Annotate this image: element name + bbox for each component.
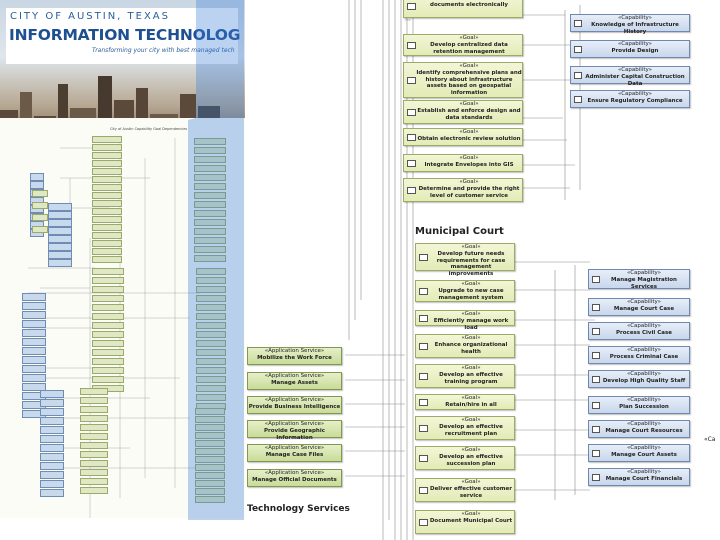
thumbnail-goal-box bbox=[80, 433, 108, 440]
capability-title: Provide Design bbox=[611, 48, 659, 54]
goal-box[interactable] bbox=[415, 446, 515, 470]
goal-box[interactable] bbox=[415, 243, 515, 277]
thumbnail-goal-box bbox=[80, 442, 108, 449]
capability-box[interactable] bbox=[588, 370, 690, 388]
goal-title: Integrate Envelopes into GIS bbox=[424, 162, 514, 168]
thumbnail-goal-box bbox=[92, 144, 122, 151]
application-service-title: Provide Geographic Information bbox=[264, 428, 325, 441]
goal-box[interactable] bbox=[415, 310, 515, 331]
thumbnail-goal-box bbox=[92, 152, 122, 159]
application-service-stereotype: «Application Service» bbox=[264, 397, 325, 403]
capability-icon bbox=[592, 276, 600, 283]
capability-stereotype: «Capability» bbox=[626, 270, 662, 276]
goal-stereotype: «Goal» bbox=[461, 479, 481, 485]
application-service-title: Provide Business Intelligence bbox=[248, 404, 341, 410]
goal-title: Enhance organizational health bbox=[434, 342, 508, 355]
capability-title: Manage Court Assets bbox=[611, 452, 677, 458]
capability-box[interactable] bbox=[588, 346, 690, 364]
thumbnail-capability-box bbox=[48, 219, 72, 227]
application-service-stereotype: «Application Service» bbox=[264, 348, 325, 354]
capability-box[interactable] bbox=[570, 40, 690, 58]
thumbnail-capability-box bbox=[40, 462, 64, 470]
goal-box[interactable] bbox=[403, 178, 523, 202]
capability-stereotype: «Capability» bbox=[626, 299, 662, 305]
goal-title: Develop future needs requirements for case management improvements bbox=[436, 251, 506, 277]
goal-stereotype: «Goal» bbox=[459, 179, 479, 185]
capability-title: Ensure Regulatory Compliance bbox=[587, 98, 683, 104]
thumbnail-goal-box bbox=[92, 322, 124, 329]
capability-title: Knowledge of Infrastructure History bbox=[591, 22, 679, 35]
goal-box[interactable] bbox=[403, 0, 523, 18]
goal-title: Develop an effective succession plan bbox=[439, 454, 503, 467]
thumbnail-goal-box bbox=[92, 168, 122, 175]
goal-icon bbox=[419, 399, 428, 406]
goal-icon bbox=[407, 160, 416, 167]
capability-icon bbox=[574, 46, 582, 53]
capability-stereotype: «Capability» bbox=[626, 445, 662, 451]
capability-icon bbox=[592, 426, 600, 433]
thumbnail-capability-box bbox=[22, 329, 46, 337]
goal-icon bbox=[419, 487, 428, 494]
thumbnail-capability-box bbox=[30, 181, 44, 189]
capability-icon bbox=[574, 96, 582, 103]
edge-label: «Ca bbox=[704, 436, 716, 443]
goal-title: Develop an effective recruitment plan bbox=[439, 424, 503, 437]
thumbnail-goal-box bbox=[32, 190, 48, 197]
application-service-box[interactable] bbox=[247, 347, 342, 365]
application-service-title: Manage Assets bbox=[271, 380, 318, 386]
thumbnail-goal-box bbox=[92, 268, 124, 275]
capability-stereotype: «Capability» bbox=[617, 67, 653, 73]
goal-title: Deliver effective customer service bbox=[430, 486, 512, 499]
thumbnail-capability-box bbox=[22, 356, 46, 364]
thumbnail-capability-box bbox=[22, 347, 46, 355]
thumbnail-capability-box bbox=[22, 338, 46, 346]
thumbnail-goal-box bbox=[92, 340, 124, 347]
capability-box[interactable] bbox=[588, 396, 690, 414]
thumbnail-goal-box bbox=[92, 232, 122, 239]
goal-box[interactable] bbox=[415, 364, 515, 388]
goal-title: Efficiently manage work load bbox=[433, 318, 509, 331]
goal-icon bbox=[419, 373, 428, 380]
thumbnail-capability-box bbox=[22, 293, 46, 301]
application-service-stereotype: «Application Service» bbox=[264, 470, 325, 476]
capability-title: Manage Magistration Services bbox=[611, 277, 677, 290]
thumbnail-goal-box bbox=[92, 136, 122, 143]
thumbnail-goal-box bbox=[92, 286, 124, 293]
capability-icon bbox=[592, 352, 600, 359]
thumbnail-goal-box bbox=[92, 176, 122, 183]
application-service-stereotype: «Application Service» bbox=[264, 421, 325, 427]
thumbnail-capability-box bbox=[40, 408, 64, 416]
goal-icon bbox=[419, 315, 428, 322]
thumbnail-title: City of Austin Capability Goal Dependencies bbox=[110, 127, 188, 131]
capability-icon bbox=[592, 474, 600, 481]
capability-box[interactable] bbox=[588, 468, 690, 486]
city-name: CITY OF AUSTIN, TEXAS bbox=[10, 11, 170, 22]
thumbnail-capability-box bbox=[22, 365, 46, 373]
capability-icon bbox=[592, 450, 600, 457]
thumbnail-goal-box bbox=[80, 487, 108, 494]
thumbnail-goal-box bbox=[80, 406, 108, 413]
capability-stereotype: «Capability» bbox=[617, 15, 653, 21]
capability-stereotype: «Capability» bbox=[626, 469, 662, 475]
goal-box[interactable] bbox=[403, 34, 523, 56]
goal-box[interactable] bbox=[403, 100, 523, 124]
thumbnail-goal-box bbox=[80, 460, 108, 467]
thumbnail-capability-box bbox=[40, 417, 64, 425]
capability-title: Administer Capital Construction Data bbox=[585, 74, 685, 87]
goal-title: Develop centralized data retention management bbox=[430, 42, 508, 55]
thumbnail-capability-box bbox=[48, 251, 72, 259]
goal-title: Develop an effective training program bbox=[439, 372, 503, 385]
capability-box[interactable] bbox=[588, 420, 690, 438]
capability-title: Process Civil Case bbox=[616, 330, 672, 336]
thumbnail-goal-box bbox=[92, 216, 122, 223]
application-service-box[interactable] bbox=[247, 420, 342, 441]
goal-title: Retain/hire in all bbox=[445, 402, 497, 408]
capability-box[interactable] bbox=[588, 444, 690, 462]
goal-stereotype: «Goal» bbox=[461, 244, 481, 250]
capability-box[interactable] bbox=[588, 298, 690, 316]
application-service-title: Manage Case Files bbox=[265, 452, 324, 458]
goal-title: Obtain electronic review solution bbox=[417, 136, 521, 142]
thumbnail-goal-box bbox=[92, 367, 124, 374]
capability-box[interactable] bbox=[588, 322, 690, 340]
goal-stereotype: «Goal» bbox=[461, 447, 481, 453]
thumbnail-goal-box bbox=[92, 313, 124, 320]
thumbnail-goal-box bbox=[32, 226, 48, 233]
goal-box[interactable] bbox=[415, 334, 515, 358]
capability-stereotype: «Capability» bbox=[626, 371, 662, 377]
thumbnail-goal-box bbox=[92, 358, 124, 365]
capability-title: Manage Court Financials bbox=[605, 476, 683, 482]
thumbnail-goal-box bbox=[80, 478, 108, 485]
capability-icon bbox=[592, 402, 600, 409]
capability-stereotype: «Capability» bbox=[617, 91, 653, 97]
thumbnail-capability-box bbox=[40, 444, 64, 452]
thumbnail-capability-box bbox=[40, 480, 64, 488]
goal-icon bbox=[419, 425, 428, 432]
capability-stereotype: «Capability» bbox=[626, 323, 662, 329]
goal-title: Identify comprehensive plans and history about infrastructure assets based on geospatial information bbox=[416, 70, 522, 96]
capability-title: Manage Court Resources bbox=[605, 428, 683, 434]
goal-title: Document Municipal Court bbox=[429, 518, 513, 524]
application-service-title: Mobilize the Work Force bbox=[257, 355, 332, 361]
goal-box[interactable] bbox=[403, 128, 523, 146]
capability-stereotype: «Capability» bbox=[626, 347, 662, 353]
thumbnail-goal-box bbox=[92, 331, 124, 338]
capability-title: Develop High Quality Staff bbox=[602, 378, 686, 384]
zoom-wedge bbox=[186, 0, 246, 520]
department-name: INFORMATION TECHNOLOG bbox=[9, 26, 241, 44]
goal-icon bbox=[419, 288, 428, 295]
goal-stereotype: «Goal» bbox=[461, 365, 481, 371]
thumbnail-goal-box bbox=[92, 208, 122, 215]
thumbnail-capability-box bbox=[40, 471, 64, 479]
thumbnail-capability-box bbox=[40, 426, 64, 434]
thumbnail-goal-box bbox=[92, 160, 122, 167]
capability-box[interactable] bbox=[570, 90, 690, 108]
goal-icon bbox=[407, 187, 416, 194]
thumbnail-capability-box bbox=[22, 320, 46, 328]
goal-icon bbox=[407, 134, 416, 141]
thumbnail-capability-box bbox=[48, 259, 72, 267]
goal-stereotype: «Goal» bbox=[461, 395, 481, 401]
thumbnail-goal-box bbox=[32, 202, 48, 209]
goal-title: Upgrade to new case management system bbox=[438, 288, 504, 301]
capability-box[interactable] bbox=[570, 14, 690, 35]
thumbnail-goal-box bbox=[92, 295, 124, 302]
application-service-box[interactable] bbox=[247, 396, 342, 414]
thumbnail-capability-box bbox=[30, 173, 44, 181]
thumbnail-goal-box bbox=[32, 214, 48, 221]
thumbnail-capability-box bbox=[40, 399, 64, 407]
goal-stereotype: «Goal» bbox=[461, 311, 481, 317]
goal-icon bbox=[407, 109, 416, 116]
thumbnail-capability-box bbox=[48, 211, 72, 219]
thumbnail-capability-box bbox=[40, 489, 64, 497]
capability-stereotype: «Capability» bbox=[626, 397, 662, 403]
thumbnail-goal-box bbox=[80, 469, 108, 476]
goal-icon bbox=[407, 77, 416, 84]
goal-box[interactable] bbox=[415, 394, 515, 410]
capability-diagram bbox=[245, 0, 720, 540]
thumbnail-goal-box bbox=[92, 200, 122, 207]
thumbnail-goal-box bbox=[80, 415, 108, 422]
thumbnail-capability-box bbox=[40, 390, 64, 398]
thumbnail-goal-box bbox=[80, 451, 108, 458]
thumbnail-goal-box bbox=[80, 424, 108, 431]
thumbnail-goal-box bbox=[92, 248, 122, 255]
thumbnail-goal-box bbox=[92, 256, 122, 263]
municipal-court-title: Municipal Court bbox=[415, 226, 504, 237]
goal-stereotype: «Goal» bbox=[461, 417, 481, 423]
goal-stereotype: «Goal» bbox=[459, 63, 479, 69]
goal-icon bbox=[407, 42, 416, 49]
capability-icon bbox=[574, 72, 582, 79]
goal-box[interactable] bbox=[415, 510, 515, 534]
goal-icon bbox=[419, 455, 428, 462]
capability-title: Manage Court Case bbox=[613, 306, 675, 312]
goal-icon bbox=[419, 343, 428, 350]
thumbnail-capability-box bbox=[48, 243, 72, 251]
goal-box[interactable] bbox=[403, 154, 523, 172]
goal-box[interactable] bbox=[415, 416, 515, 440]
thumbnail-goal-box bbox=[92, 349, 124, 356]
application-service-stereotype: «Application Service» bbox=[264, 445, 325, 451]
application-service-stereotype: «Application Service» bbox=[264, 373, 325, 379]
goal-stereotype: «Goal» bbox=[461, 281, 481, 287]
goal-box[interactable] bbox=[415, 478, 515, 502]
goal-title: Establish and enforce design and data standards bbox=[417, 108, 521, 121]
capability-icon bbox=[592, 328, 600, 335]
goal-stereotype: «Goal» bbox=[459, 155, 479, 161]
thumbnail-goal-box bbox=[92, 304, 124, 311]
goal-title: Determine and provide the right level of customer service bbox=[418, 186, 520, 199]
goal-icon bbox=[419, 519, 428, 526]
goal-icon bbox=[419, 254, 428, 261]
thumbnail-goal-box bbox=[80, 388, 108, 395]
goal-box[interactable] bbox=[415, 280, 515, 302]
goal-stereotype: «Goal» bbox=[461, 335, 481, 341]
thumbnail-goal-box bbox=[80, 397, 108, 404]
thumbnail-goal-box bbox=[92, 224, 122, 231]
application-service-box[interactable] bbox=[247, 469, 342, 487]
thumbnail-goal-box bbox=[92, 184, 122, 191]
thumbnail-capability-box bbox=[40, 453, 64, 461]
capability-title: Plan Succession bbox=[619, 404, 669, 410]
capability-icon bbox=[574, 20, 582, 27]
goal-box[interactable] bbox=[403, 62, 523, 98]
goal-stereotype: «Goal» bbox=[459, 101, 479, 107]
capability-box[interactable] bbox=[588, 269, 690, 289]
capability-icon bbox=[592, 376, 600, 383]
thumbnail-capability-box bbox=[48, 203, 72, 211]
thumbnail-capability-box bbox=[48, 235, 72, 243]
capability-stereotype: «Capability» bbox=[617, 41, 653, 47]
capability-stereotype: «Capability» bbox=[626, 421, 662, 427]
thumbnail-capability-box bbox=[22, 374, 46, 382]
thumbnail-goal-box bbox=[92, 376, 124, 383]
goal-stereotype: «Goal» bbox=[461, 511, 481, 517]
thumbnail-goal-box bbox=[92, 192, 122, 199]
application-service-box[interactable] bbox=[247, 444, 342, 462]
thumbnail-goal-box bbox=[92, 277, 124, 284]
capability-icon bbox=[592, 304, 600, 311]
technology-services-title: Technology Services bbox=[247, 504, 350, 514]
tagline: Transforming your city with best managed tech bbox=[92, 47, 235, 54]
goal-title: documents electronically bbox=[430, 1, 508, 8]
thumbnail-capability-box bbox=[48, 227, 72, 235]
capability-title: Process Criminal Case bbox=[609, 354, 679, 360]
thumbnail-capability-box bbox=[22, 311, 46, 319]
application-service-title: Manage Official Documents bbox=[252, 477, 337, 483]
thumbnail-goal-box bbox=[92, 240, 122, 247]
capability-box[interactable] bbox=[570, 66, 690, 87]
thumbnail-capability-box bbox=[40, 435, 64, 443]
goal-icon bbox=[407, 3, 416, 10]
application-service-box[interactable] bbox=[247, 372, 342, 390]
goal-stereotype: «Goal» bbox=[459, 35, 479, 41]
thumbnail-capability-box bbox=[22, 302, 46, 310]
goal-stereotype: «Goal» bbox=[459, 129, 479, 135]
